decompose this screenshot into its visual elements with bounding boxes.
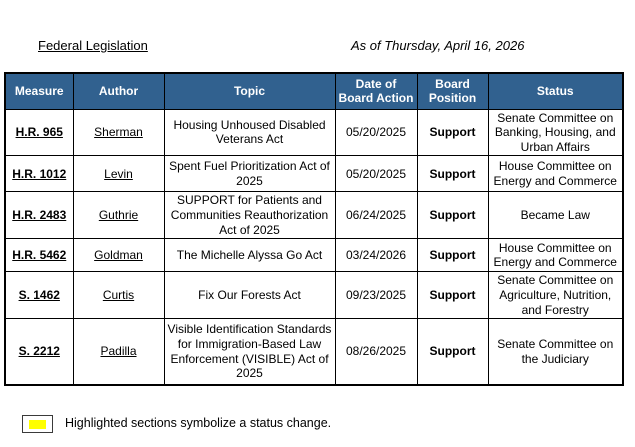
board-position-cell: Support (417, 239, 488, 272)
highlight-swatch-icon (29, 420, 46, 429)
measure-link[interactable]: H.R. 965 (5, 109, 73, 156)
table-header (5, 73, 623, 109)
board-action-date-cell: 05/20/2025 (335, 156, 417, 192)
author-link[interactable]: Guthrie (73, 192, 164, 239)
board-position-cell: Support (417, 272, 488, 319)
column-header-author: Author (73, 73, 164, 109)
topic-cell: Spent Fuel Prioritization Act of 2025 (164, 156, 335, 192)
table-row (5, 272, 623, 319)
column-header-measure: Measure (5, 73, 73, 109)
measure-link[interactable]: H.R. 2483 (5, 192, 73, 239)
topic-cell: SUPPORT for Patients and Communities Reauthorization Act of 2025 (164, 192, 335, 239)
board-position-cell: Support (417, 192, 488, 239)
table-row (5, 192, 623, 239)
legislation-table (4, 72, 624, 386)
status-cell: House Committee on Energy and Commerce (488, 156, 623, 192)
table-row (5, 156, 623, 192)
legend (0, 413, 635, 437)
document-header (0, 36, 635, 56)
measure-link[interactable]: S. 2212 (5, 319, 73, 385)
legend-highlight-box (22, 415, 53, 433)
topic-cell: Fix Our Forests Act (164, 272, 335, 319)
board-position-cell: Support (417, 319, 488, 385)
topic-cell: Visible Identification Standards for Immigration-Based Law Enforcement (VISIBLE) Act of 2025 (164, 319, 335, 385)
table-row (5, 109, 623, 156)
author-link[interactable]: Sherman (73, 109, 164, 156)
as-of-date: As of Thursday, April 16, 2026 (351, 38, 525, 53)
author-link[interactable]: Goldman (73, 239, 164, 272)
status-cell: House Committee on Energy and Commerce (488, 239, 623, 272)
author-link[interactable]: Curtis (73, 272, 164, 319)
measure-link[interactable]: S. 1462 (5, 272, 73, 319)
page-title: Federal Legislation (38, 38, 148, 53)
board-action-date-cell: 03/24/2026 (335, 239, 417, 272)
status-cell: Senate Committee on Agriculture, Nutrition, and Forestry (488, 272, 623, 319)
legend-text: Highlighted sections symbolize a status change. (65, 416, 332, 430)
status-cell: Senate Committee on the Judiciary (488, 319, 623, 385)
status-cell: Became Law (488, 192, 623, 239)
measure-link[interactable]: H.R. 1012 (5, 156, 73, 192)
column-header-date: Date of Board Action (335, 73, 417, 109)
column-header-position: Board Position (417, 73, 488, 109)
board-position-cell: Support (417, 156, 488, 192)
board-action-date-cell: 08/26/2025 (335, 319, 417, 385)
board-action-date-cell: 05/20/2025 (335, 109, 417, 156)
author-link[interactable]: Levin (73, 156, 164, 192)
column-header-status: Status (488, 73, 623, 109)
author-link[interactable]: Padilla (73, 319, 164, 385)
header-row (5, 73, 623, 109)
table-row (5, 239, 623, 272)
topic-cell: The Michelle Alyssa Go Act (164, 239, 335, 272)
status-cell: Senate Committee on Banking, Housing, and Urban Affairs (488, 109, 623, 156)
legislation-table-body (5, 109, 623, 385)
table-row (5, 319, 623, 385)
topic-cell: Housing Unhoused Disabled Veterans Act (164, 109, 335, 156)
board-action-date-cell: 06/24/2025 (335, 192, 417, 239)
column-header-topic: Topic (164, 73, 335, 109)
board-position-cell: Support (417, 109, 488, 156)
measure-link[interactable]: H.R. 5462 (5, 239, 73, 272)
board-action-date-cell: 09/23/2025 (335, 272, 417, 319)
